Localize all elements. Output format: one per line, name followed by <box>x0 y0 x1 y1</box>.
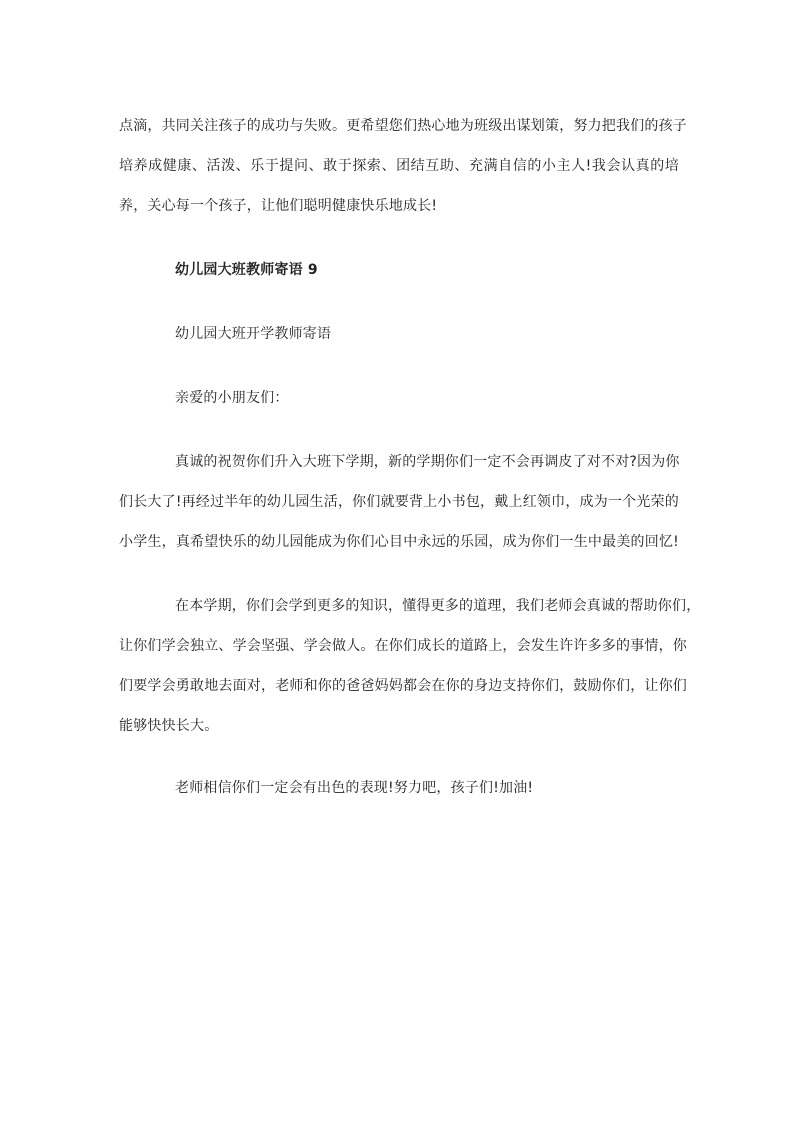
greeting: 亲爱的小朋友们： <box>175 390 289 406</box>
paragraph-1-line-3: 养，关心每一个孩子，让他们聪明健康快乐地成长! <box>119 198 438 214</box>
paragraph-3-line-3: 们要学会勇敢地去面对，老师和你的爸爸妈妈都会在你的身边支持你们，鼓励你们，让你们 <box>119 678 687 694</box>
paragraph-3-line-2: 让你们学会独立、学会坚强、学会做人。在你们成长的道路上，会发生许许多多的事情，你 <box>119 638 687 654</box>
paragraph-3-line-4: 能够快快长大。 <box>119 718 219 734</box>
closing-line: 老师相信你们一定会有出色的表现!努力吧，孩子们!加油! <box>175 780 534 796</box>
paragraph-3-line-1: 在本学期，你们会学到更多的知识，懂得更多的道理，我们老师会真诚的帮助你们， <box>175 598 701 614</box>
paragraph-2-line-3: 小学生，真希望快乐的幼儿园能成为你们心目中永远的乐园，成为你们一生中最美的回忆! <box>119 534 679 550</box>
paragraph-1-line-2: 培养成健康、活泼、乐于提问、敢于探索、团结互助、充满自信的小主人!我会认真的培 <box>119 158 679 174</box>
section-heading: 幼儿园大班教师寄语 9 <box>175 262 318 278</box>
paragraph-1-line-1: 点滴，共同关注孩子的成功与失败。更希望您们热心地为班级出谋划策，努力把我们的孩子 <box>119 118 687 134</box>
paragraph-2-line-1: 真诚的祝贺你们升入大班下学期，新的学期你们一定不会再调皮了对不对?因为你 <box>175 454 680 470</box>
paragraph-2-line-2: 们长大了!再经过半年的幼儿园生活，你们就要背上小书包，戴上红领巾，成为一个光荣的 <box>119 494 679 510</box>
section-subtitle: 幼儿园大班开学教师寄语 <box>175 326 332 342</box>
